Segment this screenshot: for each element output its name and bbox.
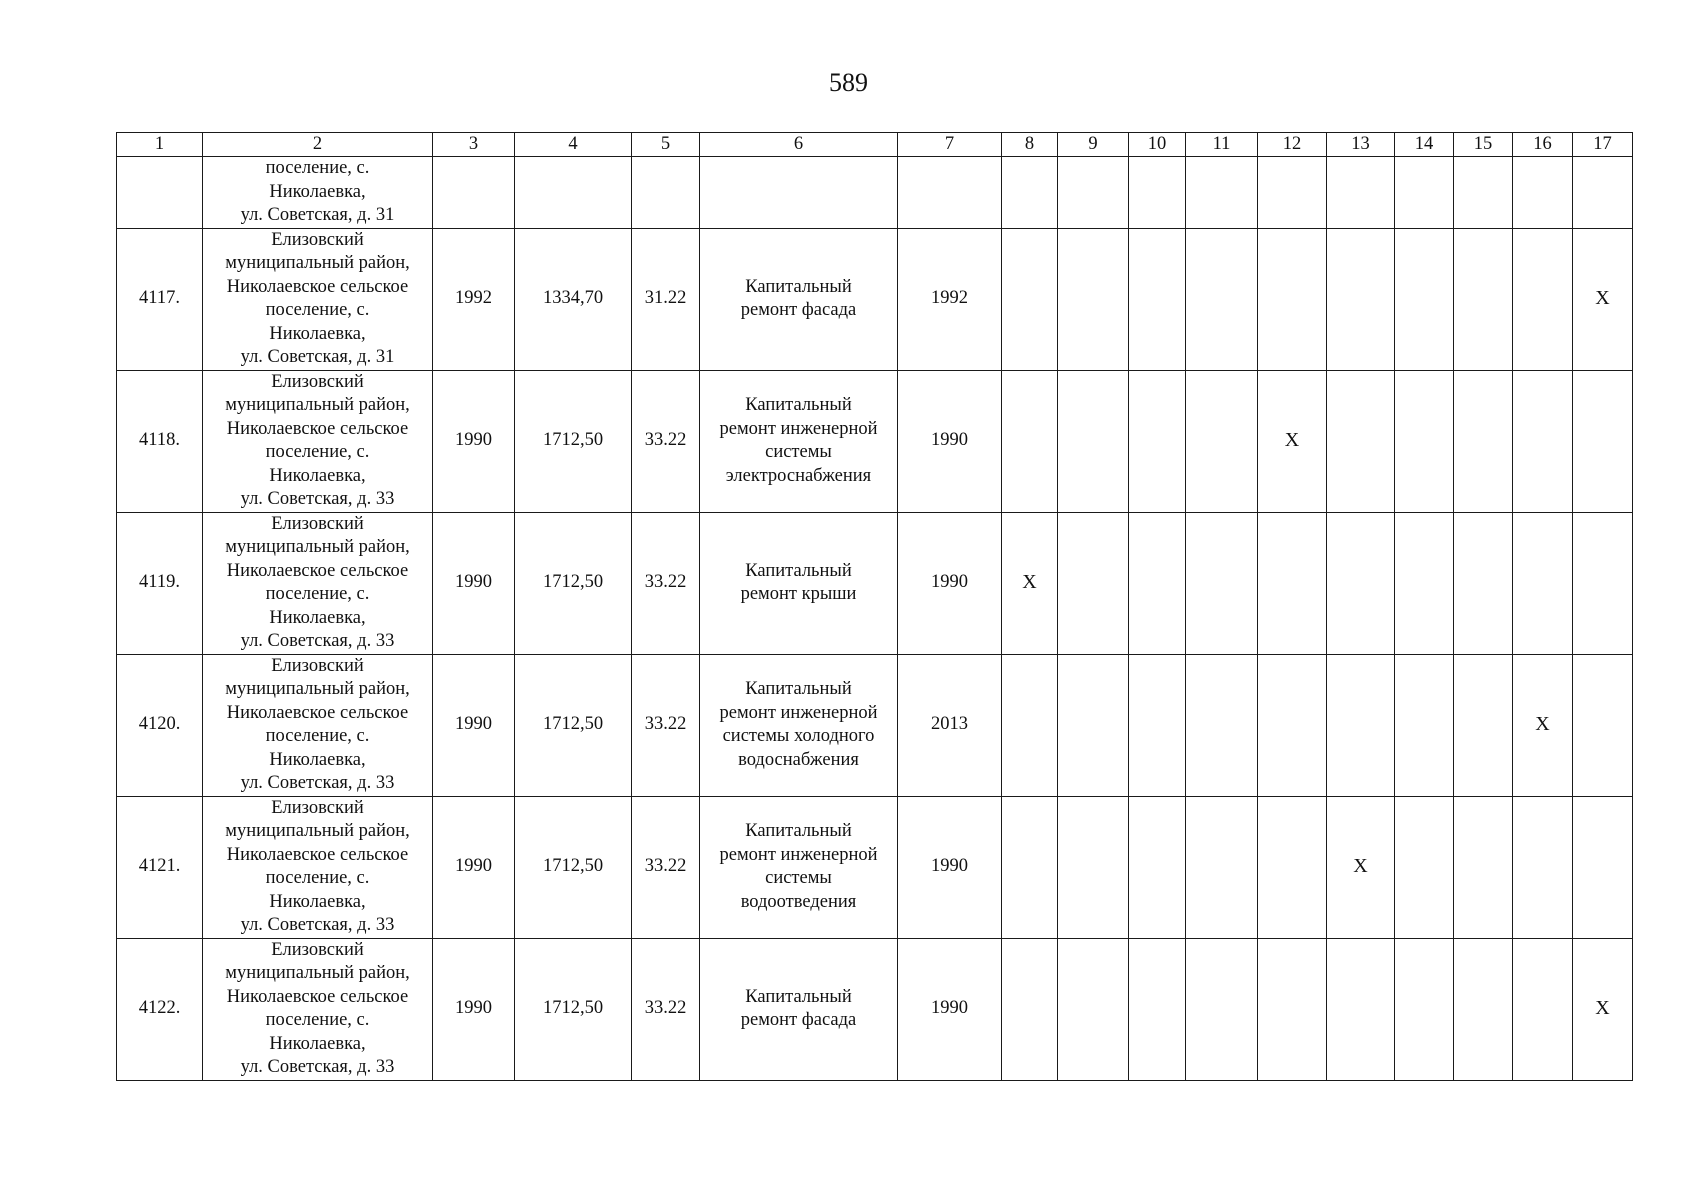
empty-cell (1258, 228, 1327, 370)
empty-cell (1258, 796, 1327, 938)
code-cell: 31.22 (632, 228, 700, 370)
year-built-cell: 1990 (433, 938, 515, 1080)
empty-cell (700, 157, 898, 229)
column-header: 6 (700, 133, 898, 157)
empty-cell (1058, 654, 1129, 796)
work-type-cell (700, 512, 898, 654)
empty-cell (1129, 228, 1186, 370)
table-row (117, 938, 1633, 1080)
empty-cell (1327, 370, 1395, 512)
address-line: Николаевка, (269, 1033, 366, 1054)
x-mark-cell: X (1513, 654, 1573, 796)
work-type-cell (700, 370, 898, 512)
address-cell (203, 512, 433, 654)
empty-cell (1058, 512, 1129, 654)
column-header: 17 (1573, 133, 1633, 157)
repair-year-cell: 1992 (898, 228, 1002, 370)
empty-cell (1573, 654, 1633, 796)
empty-cell (1454, 938, 1513, 1080)
empty-cell (1454, 654, 1513, 796)
empty-cell (1058, 157, 1129, 229)
empty-cell (1129, 796, 1186, 938)
table-row (117, 228, 1633, 370)
address-line: Николаевка, (269, 323, 366, 344)
column-header: 16 (1513, 133, 1573, 157)
code-cell: 33.22 (632, 654, 700, 796)
empty-cell (1058, 228, 1129, 370)
address-line: Николаевское сельское (226, 986, 409, 1007)
address-line: поселение, с. (265, 1010, 370, 1030)
empty-cell (433, 157, 515, 229)
year-built-cell: 1990 (433, 370, 515, 512)
empty-cell (1513, 228, 1573, 370)
address-cell (203, 157, 433, 229)
continued-table-row (117, 157, 1633, 229)
work-type-line: водоснабжения (738, 749, 859, 770)
address-cell (203, 370, 433, 512)
address-line: муниципальный район, (225, 395, 410, 415)
address-line: Елизовский (271, 797, 364, 818)
row-number-cell: 4121. (117, 796, 203, 938)
table-row (117, 512, 1633, 654)
empty-cell (1258, 654, 1327, 796)
address-line: поселение, с. (265, 158, 370, 178)
x-mark-cell: X (1573, 938, 1633, 1080)
address-line: Николаевка, (269, 181, 366, 202)
column-number-header-row (117, 133, 1633, 157)
empty-cell (1573, 512, 1633, 654)
work-type-line: ремонт инженерной (719, 844, 878, 865)
area-cell: 1712,50 (515, 938, 632, 1080)
column-header: 8 (1002, 133, 1058, 157)
address-line: поселение, с. (265, 726, 370, 746)
address-line: муниципальный район, (225, 537, 410, 557)
address-line: Николаевка, (269, 607, 366, 628)
address-line: Николаевка, (269, 891, 366, 912)
row-number-cell (117, 157, 203, 229)
empty-cell (1058, 370, 1129, 512)
address-line: Николаевское сельское (226, 844, 409, 865)
empty-cell (1186, 654, 1258, 796)
code-cell: 33.22 (632, 370, 700, 512)
empty-cell (1513, 512, 1573, 654)
empty-cell (1395, 157, 1454, 229)
year-built-cell: 1990 (433, 654, 515, 796)
empty-cell (1186, 370, 1258, 512)
address-line: ул. Советская, д. 33 (240, 489, 395, 509)
area-cell: 1712,50 (515, 796, 632, 938)
column-header: 9 (1058, 133, 1129, 157)
work-type-line: ремонт фасада (740, 1010, 857, 1030)
empty-cell (1129, 938, 1186, 1080)
empty-cell (1129, 512, 1186, 654)
empty-cell (1002, 157, 1058, 229)
empty-cell (1395, 228, 1454, 370)
address-line: Николаевка, (269, 465, 366, 486)
column-header: 7 (898, 133, 1002, 157)
address-line: поселение, с. (265, 584, 370, 604)
row-number-cell: 4122. (117, 938, 203, 1080)
empty-cell (1454, 796, 1513, 938)
empty-cell (1186, 938, 1258, 1080)
address-cell (203, 654, 433, 796)
empty-cell (1395, 512, 1454, 654)
work-type-line: электроснабжения (725, 465, 872, 486)
empty-cell (1258, 157, 1327, 229)
empty-cell (1258, 512, 1327, 654)
empty-cell (1129, 157, 1186, 229)
row-number-cell: 4119. (117, 512, 203, 654)
code-cell: 33.22 (632, 796, 700, 938)
empty-cell (1002, 228, 1058, 370)
column-header: 11 (1186, 133, 1258, 157)
empty-cell (1454, 157, 1513, 229)
year-built-cell: 1992 (433, 228, 515, 370)
address-line: Елизовский (271, 229, 364, 250)
empty-cell (515, 157, 632, 229)
empty-cell (1395, 796, 1454, 938)
table-row (117, 370, 1633, 512)
address-line: Николаевское сельское (226, 702, 409, 723)
work-type-line: системы (765, 868, 832, 888)
empty-cell (1513, 796, 1573, 938)
work-type-cell (700, 938, 898, 1080)
column-header: 13 (1327, 133, 1395, 157)
code-cell: 33.22 (632, 938, 700, 1080)
work-type-line: Капитальный (745, 821, 852, 841)
empty-cell (1327, 228, 1395, 370)
area-cell: 1712,50 (515, 654, 632, 796)
empty-cell (1002, 796, 1058, 938)
empty-cell (1186, 157, 1258, 229)
x-mark-cell: X (1327, 796, 1395, 938)
address-line: ул. Советская, д. 31 (240, 347, 395, 367)
column-header: 3 (433, 133, 515, 157)
row-number-cell: 4118. (117, 370, 203, 512)
x-mark-cell: X (1002, 512, 1058, 654)
empty-cell (632, 157, 700, 229)
address-cell (203, 938, 433, 1080)
empty-cell (1513, 938, 1573, 1080)
address-line: Елизовский (271, 371, 364, 392)
empty-cell (1327, 654, 1395, 796)
table-body (117, 157, 1633, 1081)
area-cell: 1712,50 (515, 512, 632, 654)
address-line: муниципальный район, (225, 679, 410, 699)
address-line: Николаевское сельское (226, 560, 409, 581)
empty-cell (1058, 938, 1129, 1080)
empty-cell (1058, 796, 1129, 938)
work-type-line: ремонт инженерной (719, 418, 878, 439)
address-line: Николаевское сельское (226, 276, 409, 297)
repair-year-cell: 2013 (898, 654, 1002, 796)
code-cell: 33.22 (632, 512, 700, 654)
repair-year-cell: 1990 (898, 938, 1002, 1080)
work-type-line: Капитальный (745, 679, 852, 699)
empty-cell (1513, 370, 1573, 512)
empty-cell (1129, 370, 1186, 512)
empty-cell (1186, 228, 1258, 370)
empty-cell (1327, 157, 1395, 229)
area-cell: 1334,70 (515, 228, 632, 370)
address-line: ул. Советская, д. 33 (240, 773, 395, 793)
address-cell (203, 228, 433, 370)
x-mark-cell: X (1258, 370, 1327, 512)
year-built-cell: 1990 (433, 796, 515, 938)
column-header: 1 (117, 133, 203, 157)
address-line: ул. Советская, д. 33 (240, 1057, 395, 1077)
work-type-line: Капитальный (745, 395, 852, 415)
column-header: 10 (1129, 133, 1186, 157)
empty-cell (1454, 370, 1513, 512)
work-type-line: системы холодного (722, 726, 875, 746)
empty-cell (1002, 938, 1058, 1080)
empty-cell (1258, 938, 1327, 1080)
table-row (117, 654, 1633, 796)
work-type-line: ремонт фасада (740, 300, 857, 320)
column-header: 2 (203, 133, 433, 157)
work-type-cell (700, 654, 898, 796)
work-type-line: ремонт крыши (740, 584, 857, 604)
empty-cell (1395, 938, 1454, 1080)
x-mark-cell: X (1573, 228, 1633, 370)
column-header: 5 (632, 133, 700, 157)
empty-cell (898, 157, 1002, 229)
empty-cell (1186, 796, 1258, 938)
column-header: 4 (515, 133, 632, 157)
empty-cell (1573, 370, 1633, 512)
work-type-line: ремонт инженерной (719, 702, 878, 723)
address-line: муниципальный район, (225, 963, 410, 983)
address-line: Николаевское сельское (226, 418, 409, 439)
empty-cell (1327, 512, 1395, 654)
page-number: 589 (829, 68, 868, 97)
address-line: Елизовский (271, 939, 364, 960)
row-number-cell: 4117. (117, 228, 203, 370)
column-header: 12 (1258, 133, 1327, 157)
row-number-cell: 4120. (117, 654, 203, 796)
address-cell (203, 796, 433, 938)
work-type-line: Капитальный (745, 986, 852, 1007)
address-line: муниципальный район, (225, 821, 410, 841)
work-type-line: Капитальный (745, 276, 852, 297)
column-header: 15 (1454, 133, 1513, 157)
address-line: ул. Советская, д. 33 (240, 915, 395, 935)
year-built-cell: 1990 (433, 512, 515, 654)
empty-cell (1129, 654, 1186, 796)
column-header: 14 (1395, 133, 1454, 157)
empty-cell (1327, 938, 1395, 1080)
table-row (117, 796, 1633, 938)
work-type-line: водоотведения (740, 891, 857, 912)
address-line: Елизовский (271, 513, 364, 534)
work-type-cell (700, 228, 898, 370)
work-type-line: Капитальный (745, 560, 852, 581)
empty-cell (1454, 228, 1513, 370)
address-line: поселение, с. (265, 442, 370, 462)
empty-cell (1454, 512, 1513, 654)
repair-year-cell: 1990 (898, 512, 1002, 654)
repair-registry-table (116, 132, 1633, 1081)
empty-cell (1002, 370, 1058, 512)
address-line: ул. Советская, д. 33 (240, 631, 395, 651)
work-type-cell (700, 796, 898, 938)
address-line: поселение, с. (265, 868, 370, 888)
empty-cell (1002, 654, 1058, 796)
empty-cell (1395, 370, 1454, 512)
address-line: Николаевка, (269, 749, 366, 770)
empty-cell (1573, 796, 1633, 938)
empty-cell (1186, 512, 1258, 654)
empty-cell (1513, 157, 1573, 229)
repair-year-cell: 1990 (898, 370, 1002, 512)
address-line: поселение, с. (265, 300, 370, 320)
empty-cell (1395, 654, 1454, 796)
empty-cell (1573, 157, 1633, 229)
area-cell: 1712,50 (515, 370, 632, 512)
repair-year-cell: 1990 (898, 796, 1002, 938)
address-line: муниципальный район, (225, 253, 410, 273)
address-line: ул. Советская, д. 31 (240, 205, 395, 225)
work-type-line: системы (765, 442, 832, 462)
address-line: Елизовский (271, 655, 364, 676)
